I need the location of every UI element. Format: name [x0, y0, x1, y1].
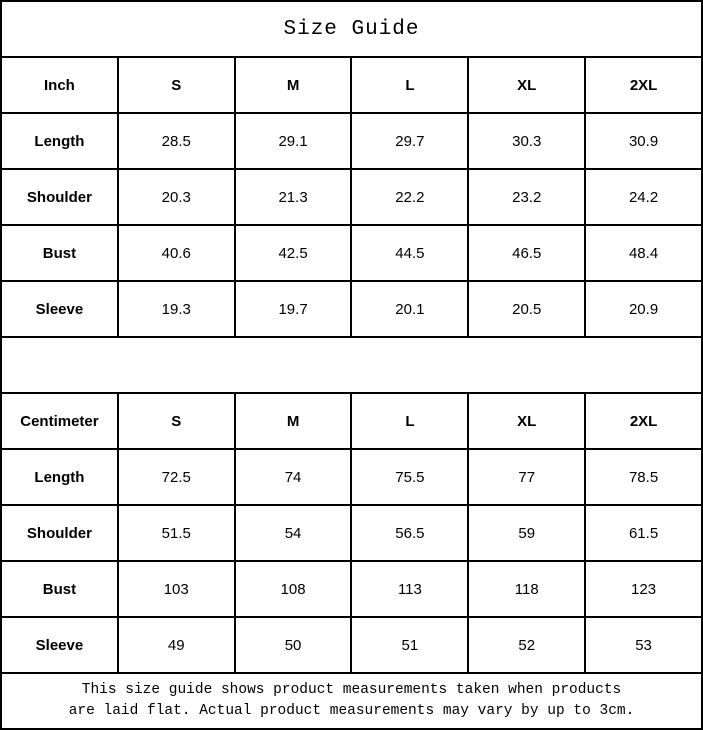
measure-value: 20.3	[118, 169, 235, 225]
centimeter-header-row	[1, 393, 702, 449]
measure-value: 20.9	[585, 281, 702, 337]
measure-value: 30.9	[585, 113, 702, 169]
size-header-s: S	[118, 393, 235, 449]
footer-note-line1: This size guide shows product measurements taken when products	[81, 682, 622, 698]
table-row	[1, 561, 702, 617]
size-header-2xl: 2XL	[585, 393, 702, 449]
measure-value: 28.5	[118, 113, 235, 169]
measure-value: 78.5	[585, 449, 702, 505]
measure-value: 40.6	[118, 225, 235, 281]
spacer-cell	[1, 337, 702, 393]
measure-value: 113	[351, 561, 468, 617]
table-row	[1, 505, 702, 561]
table-row	[1, 617, 702, 673]
measure-value: 23.2	[468, 169, 585, 225]
measure-value: 50	[235, 617, 352, 673]
page-title: Size Guide	[1, 1, 702, 57]
size-header-2xl: 2XL	[585, 57, 702, 113]
measure-value: 54	[235, 505, 352, 561]
measure-value: 46.5	[468, 225, 585, 281]
inch-header-row	[1, 57, 702, 113]
size-header-xl: XL	[468, 393, 585, 449]
measure-label-bust: Bust	[1, 225, 118, 281]
measure-value: 77	[468, 449, 585, 505]
measure-value: 48.4	[585, 225, 702, 281]
measure-value: 30.3	[468, 113, 585, 169]
measure-value: 72.5	[118, 449, 235, 505]
measure-value: 59	[468, 505, 585, 561]
footer-note-line2: are laid flat. Actual product measurements may vary by up to 3cm.	[68, 703, 635, 719]
footer-note	[1, 673, 702, 729]
table-row	[1, 225, 702, 281]
measure-value: 24.2	[585, 169, 702, 225]
measure-value: 42.5	[235, 225, 352, 281]
measure-value: 123	[585, 561, 702, 617]
measure-label-length: Length	[1, 449, 118, 505]
measure-label-sleeve: Sleeve	[1, 281, 118, 337]
measure-value: 75.5	[351, 449, 468, 505]
measure-value: 44.5	[351, 225, 468, 281]
measure-label-sleeve: Sleeve	[1, 617, 118, 673]
measure-value: 118	[468, 561, 585, 617]
measure-value: 20.5	[468, 281, 585, 337]
measure-value: 19.3	[118, 281, 235, 337]
measure-value: 74	[235, 449, 352, 505]
table-row	[1, 169, 702, 225]
measure-value: 19.7	[235, 281, 352, 337]
spacer-row	[1, 337, 702, 393]
measure-value: 56.5	[351, 505, 468, 561]
measure-value: 29.7	[351, 113, 468, 169]
measure-value: 49	[118, 617, 235, 673]
footer-row	[1, 673, 702, 729]
size-header-xl: XL	[468, 57, 585, 113]
size-header-m: M	[235, 57, 352, 113]
inch-unit-header: Inch	[1, 57, 118, 113]
size-header-l: L	[351, 393, 468, 449]
measure-value: 61.5	[585, 505, 702, 561]
measure-value: 51	[351, 617, 468, 673]
measure-value: 103	[118, 561, 235, 617]
measure-label-shoulder: Shoulder	[1, 169, 118, 225]
measure-label-length: Length	[1, 113, 118, 169]
measure-value: 22.2	[351, 169, 468, 225]
measure-value: 51.5	[118, 505, 235, 561]
measure-label-bust: Bust	[1, 561, 118, 617]
table-row	[1, 449, 702, 505]
measure-value: 108	[235, 561, 352, 617]
measure-value: 53	[585, 617, 702, 673]
size-header-m: M	[235, 393, 352, 449]
measure-value: 29.1	[235, 113, 352, 169]
title-row	[1, 1, 702, 57]
measure-label-shoulder: Shoulder	[1, 505, 118, 561]
centimeter-unit-header: Centimeter	[1, 393, 118, 449]
measure-value: 20.1	[351, 281, 468, 337]
table-row	[1, 281, 702, 337]
size-header-s: S	[118, 57, 235, 113]
measure-value: 52	[468, 617, 585, 673]
size-header-l: L	[351, 57, 468, 113]
table-row	[1, 113, 702, 169]
measure-value: 21.3	[235, 169, 352, 225]
